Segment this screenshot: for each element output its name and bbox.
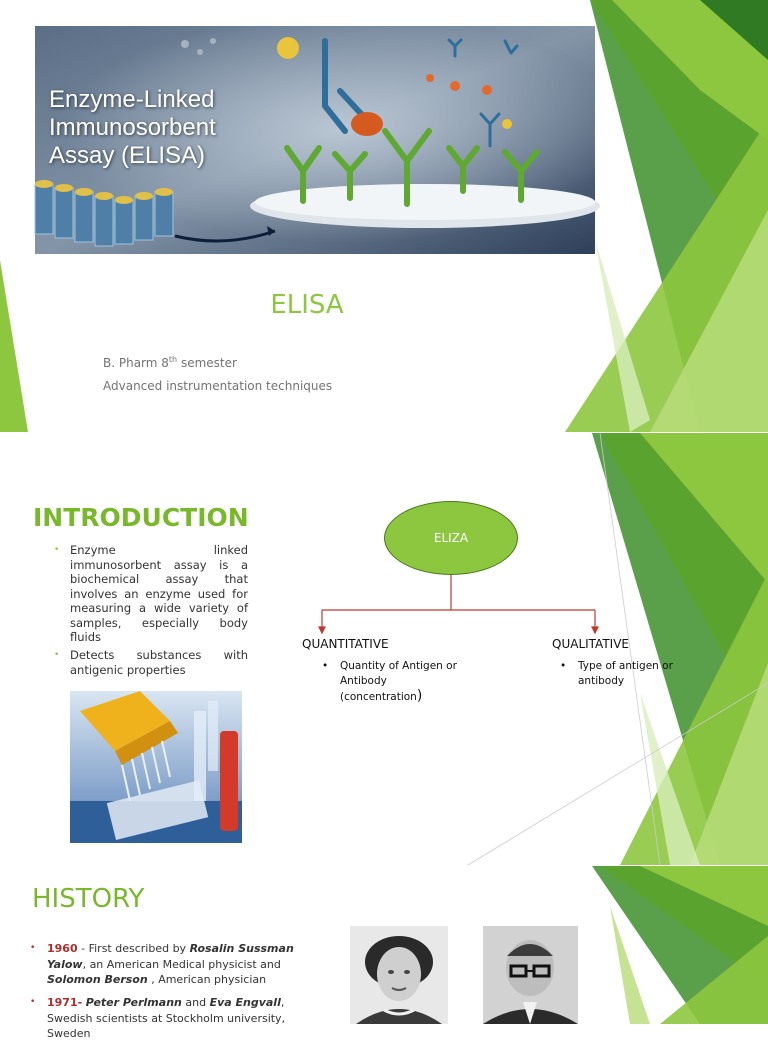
history-year: 1960 — [47, 942, 78, 955]
bullet-text: Quantity of Antigen or Antibody (concentration — [340, 660, 457, 703]
history-text: , American physician — [147, 973, 267, 986]
history-person-name: Solomon Berson — [47, 973, 148, 986]
banner-title — [49, 86, 216, 170]
slide-introduction — [0, 433, 768, 865]
intro-bullet — [54, 543, 248, 645]
history-item — [30, 995, 330, 1042]
history-item — [30, 941, 330, 988]
history-text: - First described by — [77, 942, 190, 955]
intro-heading: INTRODUCTION — [33, 503, 249, 532]
slide-title — [0, 0, 768, 432]
bullet-text: ) — [416, 688, 423, 704]
history-year: 1971- — [47, 996, 83, 1009]
portrait-photo-yalow — [350, 926, 448, 1024]
history-person-name: Peter Perlmann — [85, 996, 182, 1009]
slide-history — [0, 866, 768, 1040]
history-heading: HISTORY — [32, 884, 145, 914]
portrait-photo-berson — [483, 926, 578, 1024]
bullet-dot-icon: • — [30, 997, 36, 1007]
bullet-dot-icon: • — [54, 545, 60, 555]
banner-title-line: Immunosorbent — [49, 114, 216, 141]
quantitative-bullet — [322, 659, 470, 705]
intro-bullet — [54, 648, 248, 677]
bullet-dot-icon: • — [30, 943, 36, 953]
bullet-dot-icon: • — [560, 660, 567, 672]
bullet-text: Enzyme linked immunosorbent assay is a biochemical assay that involves an enzyme used for measuring a wide variety of samples, especially body fluids — [70, 543, 248, 644]
subtitle-text: B. Pharm 8 — [103, 356, 169, 370]
eliza-ellipse-node: ELIZA — [384, 501, 518, 575]
history-text: , an American Medical physicist and — [82, 957, 281, 971]
history-text: and — [181, 996, 210, 1009]
lab-pipette-photo — [70, 691, 242, 843]
banner-title-line: Assay (ELISA) — [49, 142, 206, 169]
slide-title-heading: ELISA — [270, 290, 344, 320]
subtitle-semester — [103, 355, 237, 370]
bullet-text: Detects substances with antigenic properties — [70, 648, 248, 677]
history-person-name: Eva Engvall — [209, 996, 281, 1009]
bullet-dot-icon: • — [54, 650, 60, 660]
banner-title-line: Enzyme-Linked — [49, 86, 215, 113]
subtitle-text: semester — [177, 356, 237, 370]
bullet-text: Type of antigen or antibody — [578, 660, 673, 687]
quantitative-label: QUANTITATIVE — [302, 637, 389, 651]
subtitle-course: Advanced instrumentation techniques — [103, 379, 333, 393]
history-person-name: Rosalin Sussman Yalow — [47, 942, 294, 971]
history-text: , Swedish scientists at Stockholm university, Sweden — [47, 996, 286, 1040]
subtitle-sup: th — [168, 355, 178, 364]
bullet-dot-icon: • — [322, 660, 329, 672]
qualitative-bullet — [560, 659, 688, 689]
qualitative-label: QUALITATIVE — [552, 637, 629, 651]
elisa-banner-image — [35, 26, 595, 254]
